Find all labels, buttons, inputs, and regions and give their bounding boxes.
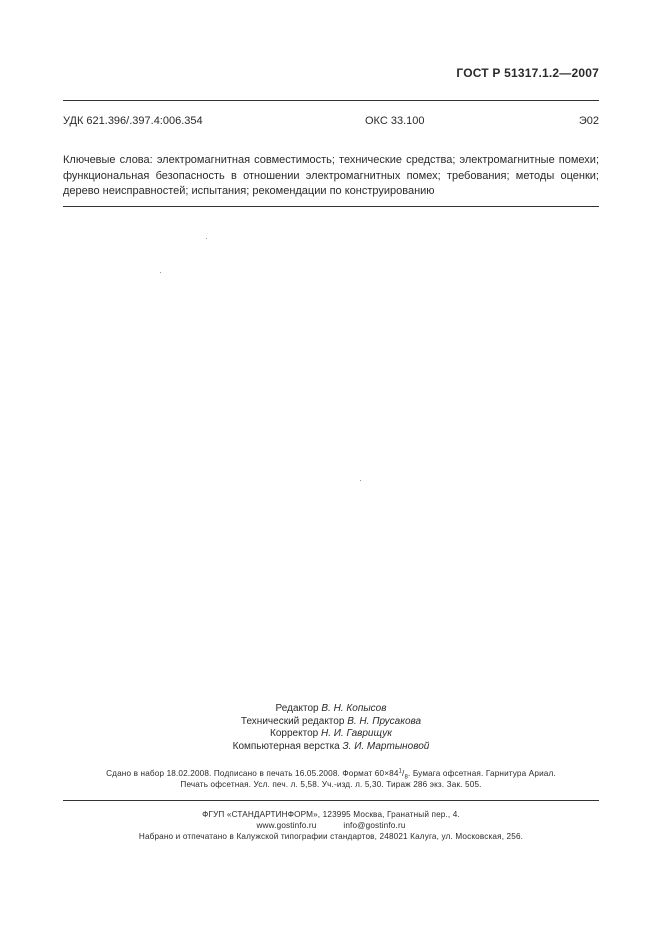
keywords-divider: [63, 206, 599, 207]
credit-role: Редактор: [275, 703, 319, 714]
publisher-info: [0, 809, 662, 842]
credit-name: Н. И. Гаврищук: [320, 728, 392, 739]
oks-code: ОКС 33.100: [365, 115, 425, 127]
print-info: [0, 768, 662, 790]
credit-role: Компьютерная верстка: [232, 740, 340, 752]
keywords-label: Ключевые слова:: [63, 154, 153, 166]
credit-layout: [0, 741, 662, 754]
format-slash: /: [402, 769, 405, 778]
publisher-divider: [63, 800, 599, 801]
print-info-line-2: Печать офсетная. Усл. печ. л. 5,58. Уч.-изд. л. 5,30. Тираж 286 экз. Зак. 505.: [180, 780, 482, 789]
credit-name: В. Н. Копысов: [321, 703, 387, 714]
standard-code: ГОСТ Р 51317.1.2—2007: [456, 66, 599, 80]
print-info-text: . Бумага офсетная. Гарнитура Ариал.: [407, 769, 556, 778]
publisher-website: www.gostinfo.ru: [256, 821, 317, 830]
format-sup: 1: [398, 768, 403, 775]
printing-house: Набрано и отпечатано в Калужской типографии стандартов, 248021 Калуга, ул. Московская, 256.: [138, 832, 524, 841]
credit-name: З. И. Мартыновой: [342, 740, 430, 752]
credits-block: [0, 703, 662, 753]
keywords-paragraph: [63, 153, 599, 200]
credit-editor: [0, 703, 662, 716]
print-info-text: Сдано в набор 18.02.2008. Подписано в печать 16.05.2008. Формат 60×84: [106, 769, 399, 778]
print-info-line-1: [0, 768, 662, 779]
classification-code: Э02: [578, 115, 599, 127]
credit-corrector: [0, 728, 662, 741]
keywords-text: электромагнитная совместимость; технические средства; электромагнитные помехи; функциональная безопасность в отношении электромагнитных помех; требования; методы оценки; дерево неисправностей; испытания; рекомендации по конструированию: [63, 154, 599, 197]
credit-name: В. Н. Прусакова: [347, 715, 422, 727]
credit-role: Корректор: [270, 728, 319, 739]
udk-code: УДК 621.396/.397.4:006.354: [63, 115, 203, 127]
top-divider: [63, 100, 599, 101]
credit-role: Технический редактор: [240, 715, 345, 727]
format-sub: 8: [404, 774, 408, 781]
credit-tech-editor: [0, 716, 662, 729]
publisher-address: ФГУП «СТАНДАРТИНФОРМ», 123995 Москва, Гранатный пер., 4.: [202, 810, 460, 819]
publisher-contacts: [0, 820, 662, 831]
publisher-email: info@gostinfo.ru: [343, 821, 406, 830]
